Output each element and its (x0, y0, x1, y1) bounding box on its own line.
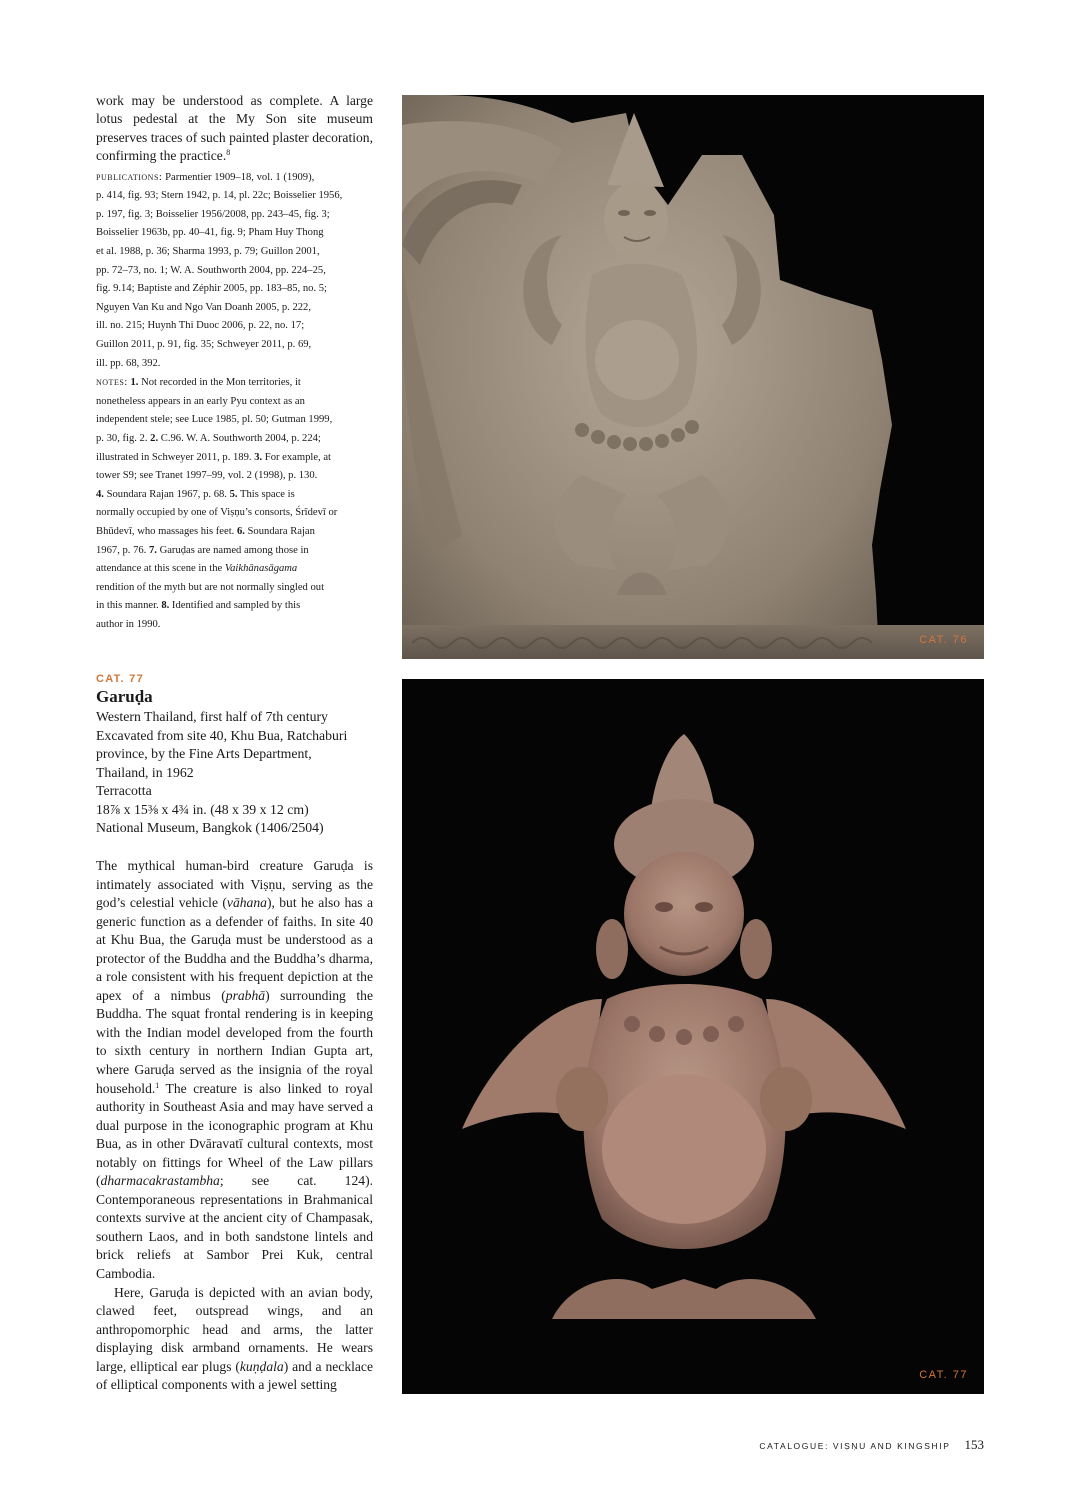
notes-line (96, 597, 373, 616)
publications-text: Boisselier 1963b, pp. 40–41, fig. 9; Pham Huy Thong (96, 227, 324, 239)
notes-line (96, 449, 373, 468)
metadata-line: National Museum, Bangkok (1406/2504) (96, 820, 324, 835)
footnote-ref: 1 (155, 1080, 160, 1090)
publications-text: p. 197, fig. 3; Boisselier 1956/2008, pp. 243–45, fig. 3; (96, 208, 330, 220)
italic-term: Vaikhānasāgama (224, 563, 298, 575)
note-number: 7. (148, 544, 157, 556)
notes-line (96, 542, 373, 561)
italic-term: kuṇḍala (239, 1358, 284, 1374)
catalogue-entry (96, 672, 373, 838)
text-run: For example, at (262, 451, 331, 463)
notes-line (96, 616, 373, 635)
text-run: in this manner. (96, 600, 162, 612)
text-run: p. 30, fig. 2. (96, 432, 151, 444)
notes-line (96, 560, 373, 579)
publications-text: pp. 72–73, no. 1; W. A. Southworth 2004, pp. 224–25, (96, 264, 326, 276)
text-run: ), but he also has a generic function as a defender of faiths. In site 40 at Khu Bua, the Garuḍa must be understood as a protector of the Buddha and the Buddha’s dharma, a role consistent with his frequent depiction at the apex of a nimbus ( (96, 895, 373, 1003)
continuation-text: work may be understood as complete. A large lotus pedestal at the My Son site museum preserves traces of such painted plaster decoration, confirming the practice. (96, 93, 373, 164)
italic-term: vāhana (226, 895, 267, 911)
cat-number-label: CAT. 77 (96, 673, 145, 685)
notes-line (96, 467, 373, 486)
notes-label: notes: (96, 376, 128, 389)
publications-text: fig. 9.14; Baptiste and Zéphir 2005, pp. 183–85, no. 5; (96, 283, 327, 295)
photo-cat-76 (402, 95, 984, 659)
text-run: ) surrounding the Buddha. The squat frontal rendering is in keeping with the Indian model developed from the fourth to sixth century in northern Indian Gupta art, where Garuḍa served as the insignia of the royal household. (96, 987, 373, 1096)
text-run: nonetheless appears in an early Pyu context as an (96, 395, 305, 407)
notes-line (96, 430, 373, 449)
notes-line (96, 393, 373, 412)
italic-term: prabhā (225, 987, 266, 1003)
metadata-line: Thailand, in 1962 (96, 764, 194, 780)
publications-line (96, 299, 373, 318)
metadata-line: Terracotta (96, 783, 152, 798)
photo-cat-77 (402, 679, 984, 1394)
metadata-line: 18⅞ x 15⅜ x 4¾ in. (48 x 39 x 12 cm) (96, 801, 309, 817)
italic-term: dharmacakrastambha (100, 1173, 220, 1189)
left-column (96, 92, 373, 634)
text-run: author in 1990. (96, 618, 161, 630)
note-number: 4. (96, 488, 104, 500)
publications-text: Nguyen Van Ku and Ngo Van Doanh 2005, p. 222, (96, 301, 311, 313)
publications-text: ill. no. 215; Huynh Thi Duoc 2006, p. 22, no. 17; (96, 320, 305, 332)
footnote-ref-8: 8 (226, 148, 231, 158)
publications-text: Guillon 2011, p. 91, fig. 35; Schweyer 2011, p. 69, (96, 338, 312, 350)
notes-block (96, 373, 373, 634)
text-run: Soundara Rajan 1967, p. 68. (103, 488, 230, 500)
note-number: 6. (236, 525, 245, 537)
text-run: Bhūdevī, who massages his feet. (96, 525, 237, 537)
text-run: illustrated in Schweyer 2011, p. 189. (96, 451, 255, 463)
text-run: ) and a necklace of elliptical components with a jewel setting (96, 1358, 373, 1393)
page-footer (759, 1437, 984, 1453)
publications-line (96, 336, 373, 355)
text-run: rendition of the myth but are not normally singled out (96, 581, 325, 593)
publications-text: et al. 1988, p. 36; Sharma 1993, p. 79; Guillon 2001, (96, 246, 320, 257)
note-number: 2. (150, 432, 159, 444)
body-paragraph-1 (96, 857, 373, 1284)
notes-line (96, 411, 373, 430)
text-run: Garuḍas are named among those in (156, 544, 309, 556)
text-run: normally occupied by one of Viṣṇu’s consorts, Śrīdevī or (96, 507, 338, 519)
notes-line (96, 373, 373, 393)
publications-line (96, 168, 373, 188)
metadata-line: Excavated from site 40, Khu Bua, Ratchaburi (96, 727, 348, 743)
metadata-line: province, by the Fine Arts Department, (96, 746, 312, 761)
publications-line (96, 355, 373, 374)
text-run: C.96. W. A. Southworth 2004, p. 224; (158, 432, 321, 444)
body-paragraph-2 (96, 1284, 373, 1395)
page-number: 153 (964, 1437, 984, 1452)
notes-line (96, 504, 373, 523)
text-run: This space is (237, 488, 295, 500)
text-run: attendance at this scene in the (96, 563, 225, 575)
notes-line (96, 523, 373, 542)
metadata-line: Western Thailand, first half of 7th century (96, 709, 328, 724)
publications-line (96, 243, 373, 262)
text-run: Soundara Rajan (244, 525, 315, 537)
publications-block (96, 168, 373, 374)
publications-line (96, 224, 373, 243)
note-number: 3. (254, 451, 263, 463)
continuation-paragraph (96, 92, 373, 166)
notes-line (96, 579, 373, 598)
note-number: 5. (229, 488, 238, 500)
publications-line (96, 262, 373, 281)
entry-title: Garuḍa (96, 687, 153, 706)
text-run: Not recorded in the Mon territories, it (138, 377, 301, 389)
text-run: Identified and sampled by this (169, 600, 301, 612)
publications-line (96, 280, 373, 299)
publications-line (96, 206, 373, 225)
photo-caption-cat-76: CAT. 76 (919, 634, 968, 646)
publications-line (96, 187, 373, 206)
text-run: The creature is also linked to royal authority in Southeast Asia and may have served a dual purpose in the iconographic program at Khu Bua, as in other Dvāravatī cultural contexts, most notably on fittings for Wheel of the Law pillars ( (96, 1080, 373, 1189)
body-text (96, 857, 373, 1395)
photo-caption-cat-77: CAT. 77 (919, 1369, 968, 1381)
text-run: 1967, p. 76. (96, 544, 149, 556)
text-run: ; see cat. 124). Contemporaneous representations in Brahmanical contexts survive at the ancient city of Champasak, southern Laos, and in both sandstone lintels and brick reliefs at Sambor Prei Kuk, central Cambodia. (96, 1173, 373, 1282)
entry-metadata (96, 708, 373, 838)
publications-text: Parmentier 1909–18, vol. 1 (1909), (162, 171, 315, 183)
notes-line (96, 486, 373, 505)
text-run: independent stele; see Luce 1985, pl. 50; Gutman 1999, (96, 414, 333, 426)
text-run: The mythical human-bird creature Garuḍa is intimately associated with Viṣṇu, serving as the god’s celestial vehicle ( (96, 858, 373, 911)
note-number: 8. (161, 600, 170, 612)
text-run: Here, Garuḍa is depicted with an avian body, clawed feet, outspread wings, and an anthropomorphic head and arms, the latter displaying disk armband ornaments. He wears large, elliptical ear plugs ( (96, 1284, 373, 1374)
publications-text: ill. pp. 68, 392. (96, 357, 161, 369)
publications-label: publications: (96, 170, 163, 183)
text-run: tower S9; see Tranet 1997–99, vol. 2 (1998), p. 130. (96, 470, 318, 482)
sandstone-relief-image (402, 95, 984, 659)
publications-line (96, 317, 373, 336)
publications-text: p. 414, fig. 93; Stern 1942, p. 14, pl. 22c; Boisselier 1956, (96, 190, 343, 202)
terracotta-garuda-image (402, 679, 984, 1394)
running-head: CATALOGUE: VIṢṆU AND KINGSHIP (759, 1441, 951, 1451)
note-number: 1. (130, 377, 139, 389)
